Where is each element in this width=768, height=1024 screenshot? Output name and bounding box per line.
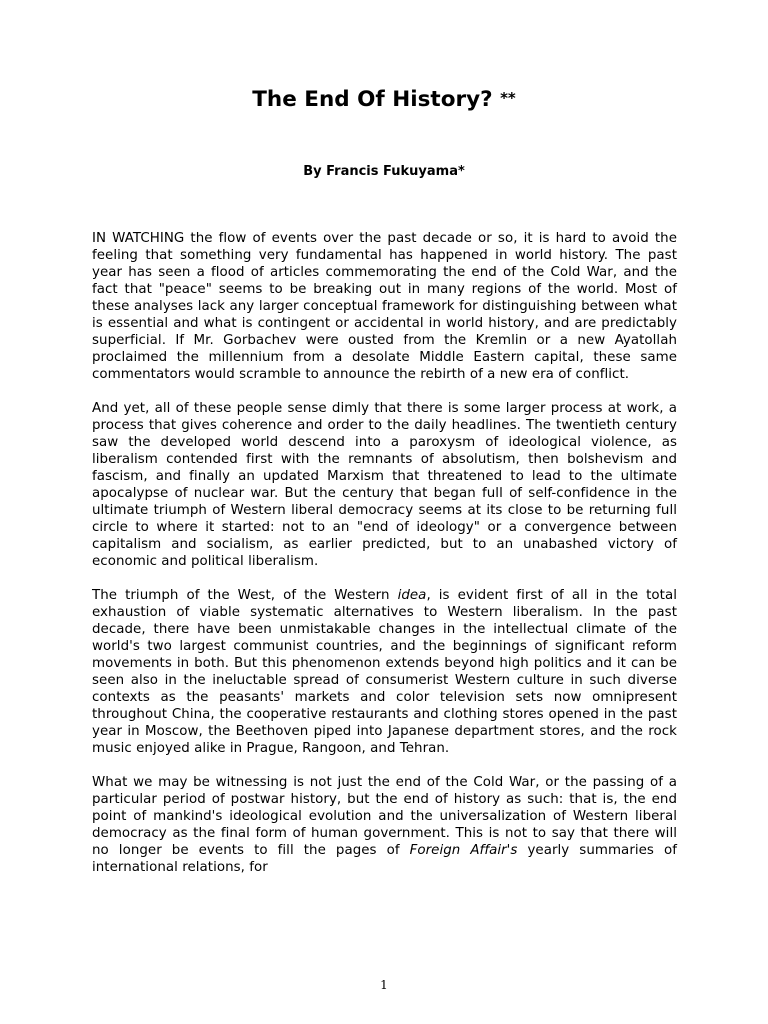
paragraph-3-start: The triumph of the West, of the Western	[92, 588, 398, 603]
paragraph-2: And yet, all of these people sense dimly that there is some larger process at work, a process that gives coherence and order to the daily headlines. The twentieth century saw the developed world descend into a paroxysm of ideological violence, as liberalism contended first with the remnants of absolutism, then bolshevism and fascism, and finally an updated Marxism that threatened to lead to the ultimate apocalypse of nuclear war. But the century that began full of self-confidence in the ultimate triumph of Western liberal democracy seems at its close to be returning full circle to where it started: not to an "end of ideology" or a convergence between capitalism and socialism, as earlier predicted, but to an unabashed victory of economic and political liberalism.	[92, 401, 677, 569]
paragraph-3-end: , is evident first of all in the total exhaustion of viable systematic alternatives to Western liberalism. In the past decade, there have been unmistakable changes in the intellectual climate of the world's two largest communist countries, and the beginnings of significant reform movements in both. But this phenomenon extends beyond high politics and it can be seen also in the ineluctable spread of consumerist Western culture in such diverse contexts as the peasants' markets and color television sets now omnipresent throughout China, the cooperative restaurants and clothing stores opened in the past year in Moscow, the Beethoven piped into Japanese department stores, and the rock music enjoyed alike in Prague, Rangoon, and Tehran.	[92, 588, 677, 756]
paragraph-4-end: yearly summaries of international relations, for	[92, 843, 677, 875]
document-body	[92, 230, 677, 893]
paragraph-4	[92, 774, 677, 876]
page-number: 1	[380, 978, 388, 992]
title-text: The End Of History?	[252, 87, 493, 112]
paragraph-1: IN WATCHING the flow of events over the past decade or so, it is hard to avoid the feeling that something very fundamental has happened in world history. The past year has seen a flood of articles commemorating the end of the Cold War, and the fact that "peace" seems to be breaking out in many regions of the world. Most of these analyses lack any larger conceptual framework for distinguishing between what is essential and what is contingent or accidental in world history, and are predictably superficial. If Mr. Gorbachev were ousted from the Kremlin or a new Ayatollah proclaimed the millennium from a desolate Middle Eastern capital, these same commentators would scramble to announce the rebirth of a new era of conflict.	[92, 231, 677, 382]
paragraph-3-emphasis: idea	[397, 588, 427, 603]
paragraph-3	[92, 587, 677, 757]
author-byline: By Francis Fukuyama*	[303, 164, 465, 179]
title-footnote-mark: **	[500, 89, 516, 107]
paragraph-4-emphasis: Foreign Affair's	[409, 843, 518, 858]
document-title	[0, 84, 768, 114]
paragraph-4-start: What we may be witnessing is not just the end of the Cold War, or the passing of a particular period of postwar history, but the end of history as such: that is, the end point of mankind's ideological evolution and the universalization of Western liberal democracy as the final form of human government. This is not to say that there will no longer be events to fill the pages of	[92, 775, 677, 858]
